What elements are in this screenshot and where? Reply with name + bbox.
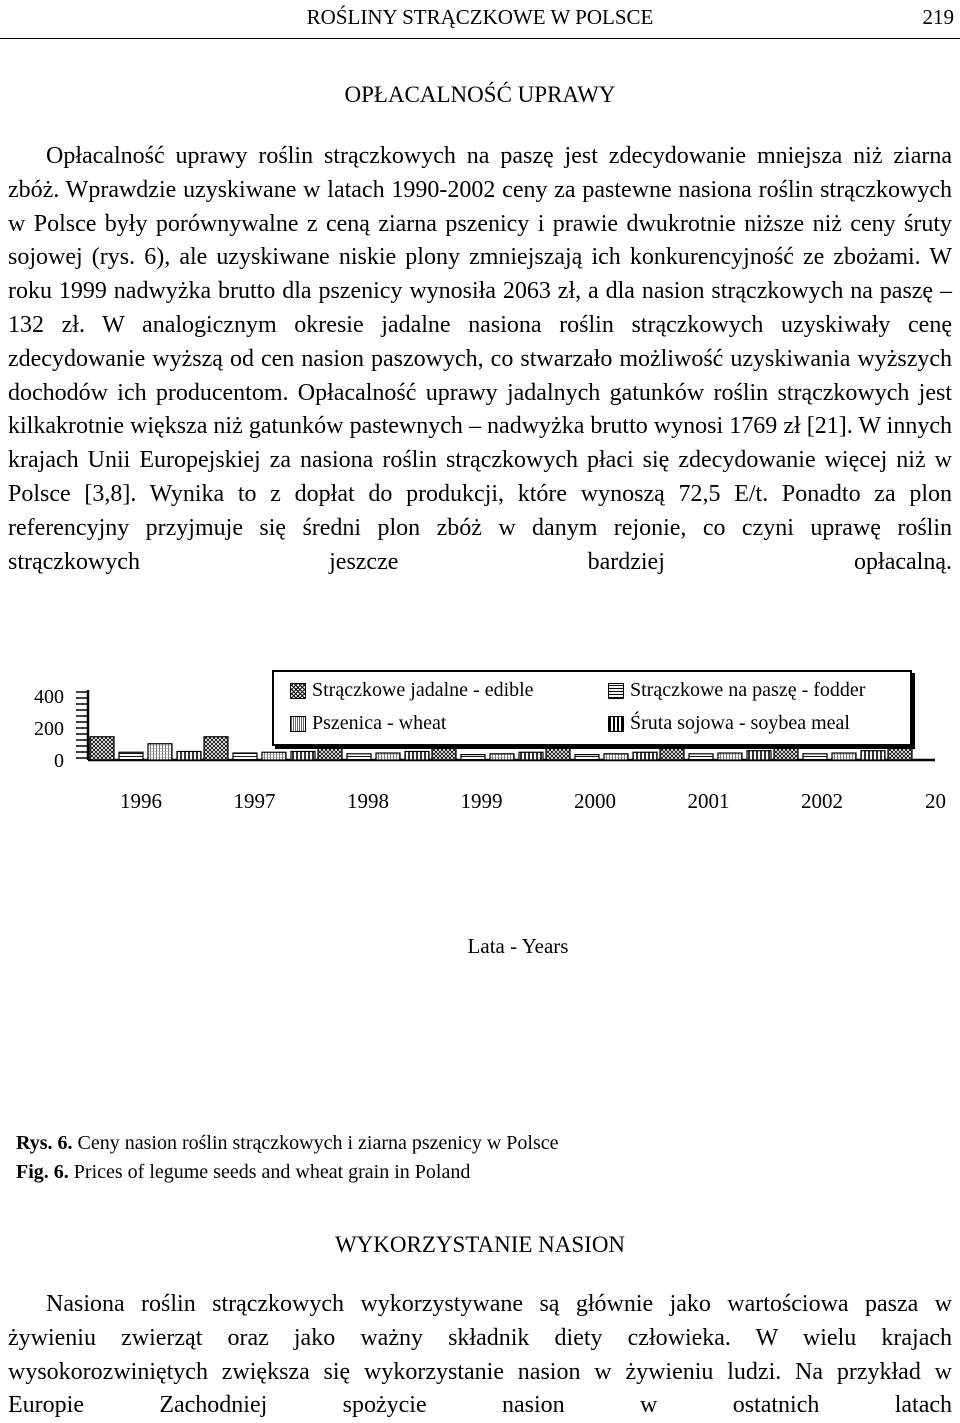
legend-item-soybean bbox=[608, 712, 850, 735]
x-tick-label: 20 bbox=[925, 789, 946, 813]
text-line: Europejskiej za nasiona roślin strączkowych płaci się zdecydowanie więcej niż w bbox=[139, 447, 952, 474]
bar-4-2000 bbox=[633, 752, 657, 760]
bar-1-1996 bbox=[90, 737, 114, 760]
legend-item-wheat bbox=[290, 712, 446, 735]
bar-4-1996 bbox=[177, 751, 201, 760]
legend-label: Strączkowe jadalne - edible bbox=[312, 679, 534, 701]
figure-caption-pl bbox=[16, 1132, 559, 1155]
text-line: niż ziarna zbóż. Wprawdzie uzyskiwane w latach 1990-2002 ceny za pastewne bbox=[8, 143, 953, 203]
caption-label: Rys. 6. bbox=[16, 1132, 73, 1154]
text-line: plon referencyjny przyjmuje się średni plon zbóż w danym rejonie, co czyni bbox=[8, 480, 952, 541]
legend-item-edible bbox=[290, 679, 534, 702]
x-tick-label: 2002 bbox=[801, 789, 843, 813]
x-tick-label: 1998 bbox=[347, 789, 389, 813]
bar-2-1997 bbox=[233, 753, 257, 760]
legend-swatch-edible bbox=[290, 683, 306, 699]
x-tick-label: 1997 bbox=[233, 789, 276, 813]
bar-2-1999 bbox=[461, 755, 485, 760]
section-title-usage: WYKORZYSTANIE NASION bbox=[334, 1232, 626, 1257]
text-line: uprawę roślin strączkowych jeszcze bardziej opłacalną. bbox=[8, 514, 953, 575]
bar-4-2002 bbox=[861, 751, 885, 760]
text-line: nasiona roślin strączkowych w Polsce były porównywalne z ceną ziarna pszenicy bbox=[8, 176, 953, 237]
y-tick-label: 200 bbox=[34, 718, 64, 740]
text-line: jadalnych gatunków roślin strączkowych jest kilkakrotnie większa niż gatunków bbox=[8, 379, 953, 440]
bar-4-2001 bbox=[747, 751, 771, 760]
y-tick-label: 400 bbox=[34, 686, 64, 708]
bar-3-1996 bbox=[148, 744, 172, 760]
caption-text: Ceny nasion roślin strączkowych i ziarna pszenicy w Polsce bbox=[77, 1132, 559, 1154]
bar-1-1997 bbox=[204, 737, 228, 760]
text-line: pastewnych – nadwyżka brutto wynosi 1769 zł [21]. W innych krajach Unii bbox=[8, 413, 953, 474]
chart-legend bbox=[272, 670, 912, 746]
x-axis-title: Lata - Years bbox=[467, 934, 569, 958]
bar-3-1998 bbox=[376, 753, 400, 760]
text-line: krajach wysokorozwiniętych zwiększa się wykorzystanie nasion w żywieniu bbox=[8, 1324, 952, 1385]
section-title-profitability: OPŁACALNOŚĆ UPRAWY bbox=[344, 82, 616, 107]
bar-1-2000 bbox=[546, 744, 570, 760]
text-line: cenę zdecydowanie wyższą od cen nasion paszowych, co stwarzało możliwość bbox=[8, 311, 952, 372]
bar-3-2002 bbox=[832, 753, 856, 760]
page-header bbox=[0, 0, 960, 39]
page-number: 219 bbox=[922, 5, 954, 29]
text-line: uzyskiwania wyższych dochodów ich producentom. Opłacalność uprawy bbox=[8, 345, 953, 406]
legend-label: Pszenica - wheat bbox=[312, 712, 447, 734]
text-line: brutto dla pszenicy wynosiła 2063 zł, a dla nasion strączkowych na paszę – bbox=[218, 278, 952, 305]
text-line: ludzi. Na przykład w Europie Zachodniej spożycie nasion w ostatnich latach bbox=[8, 1358, 952, 1419]
text-line: pasza w żywieniu zwierząt oraz jako ważny składnik diety człowieka. W wielu bbox=[8, 1291, 953, 1351]
text-line: plony zmniejszają ich konkurencyjność ze zbożami. W roku 1999 nadwyżka bbox=[8, 244, 953, 305]
figure-caption-en bbox=[16, 1161, 470, 1184]
legend-swatch-wheat bbox=[290, 716, 306, 732]
text-line: Nasiona roślin strączkowych wykorzystywane są głównie jako wartościowa bbox=[46, 1291, 849, 1317]
x-tick-label: 2001 bbox=[687, 789, 730, 813]
x-tick-label: 2000 bbox=[574, 789, 616, 813]
text-line: Polsce [3,8]. Wynika to z dopłat do produkcji, które wynoszą 72,5 E/t. Ponadto za bbox=[8, 480, 896, 507]
text-line: 132 zł. W analogicznym okresie jadalne nasiona roślin strączkowych uzyskiwały bbox=[8, 311, 891, 338]
running-title: ROŚLINY STRĄCZKOWE W POLSCE bbox=[306, 5, 654, 29]
bar-2-2001 bbox=[689, 754, 713, 760]
bar-3-2001 bbox=[718, 753, 742, 760]
paragraph-profitability bbox=[8, 140, 952, 579]
bar-4-1998 bbox=[405, 751, 429, 760]
text-line: Opłacalność uprawy roślin strączkowych na paszę jest zdecydowanie mniejsza bbox=[46, 143, 843, 169]
bar-3-2000 bbox=[604, 754, 628, 760]
legend-label: Śruta sojowa - soybea meal bbox=[630, 712, 850, 734]
legend-swatch-soybean bbox=[608, 716, 624, 732]
caption-label: Fig. 6. bbox=[16, 1161, 69, 1183]
legend-label: Strączkowe na paszę - fodder bbox=[630, 679, 866, 701]
y-tick-label: 0 bbox=[54, 750, 64, 772]
caption-text: Prices of legume seeds and wheat grain in Poland bbox=[73, 1161, 471, 1183]
bar-3-1997 bbox=[262, 752, 286, 760]
bar-2-1998 bbox=[347, 754, 371, 760]
text-line: i prawie dwukrotnie niższe niż ceny śruty sojowej (rys. 6), ale uzyskiwane niskie bbox=[8, 210, 953, 271]
paragraph-usage bbox=[8, 1288, 952, 1423]
legend-item-fodder bbox=[608, 679, 865, 702]
bar-2-1996 bbox=[119, 752, 143, 760]
bar-2-2000 bbox=[575, 755, 599, 760]
x-tick-label: 1999 bbox=[460, 789, 503, 813]
x-tick-label: 1996 bbox=[120, 789, 162, 813]
legend-swatch-fodder bbox=[608, 683, 624, 699]
bar-2-2002 bbox=[803, 754, 827, 760]
bar-4-1997 bbox=[291, 751, 315, 760]
bar-3-1999 bbox=[490, 754, 514, 760]
bar-4-1999 bbox=[519, 752, 543, 760]
